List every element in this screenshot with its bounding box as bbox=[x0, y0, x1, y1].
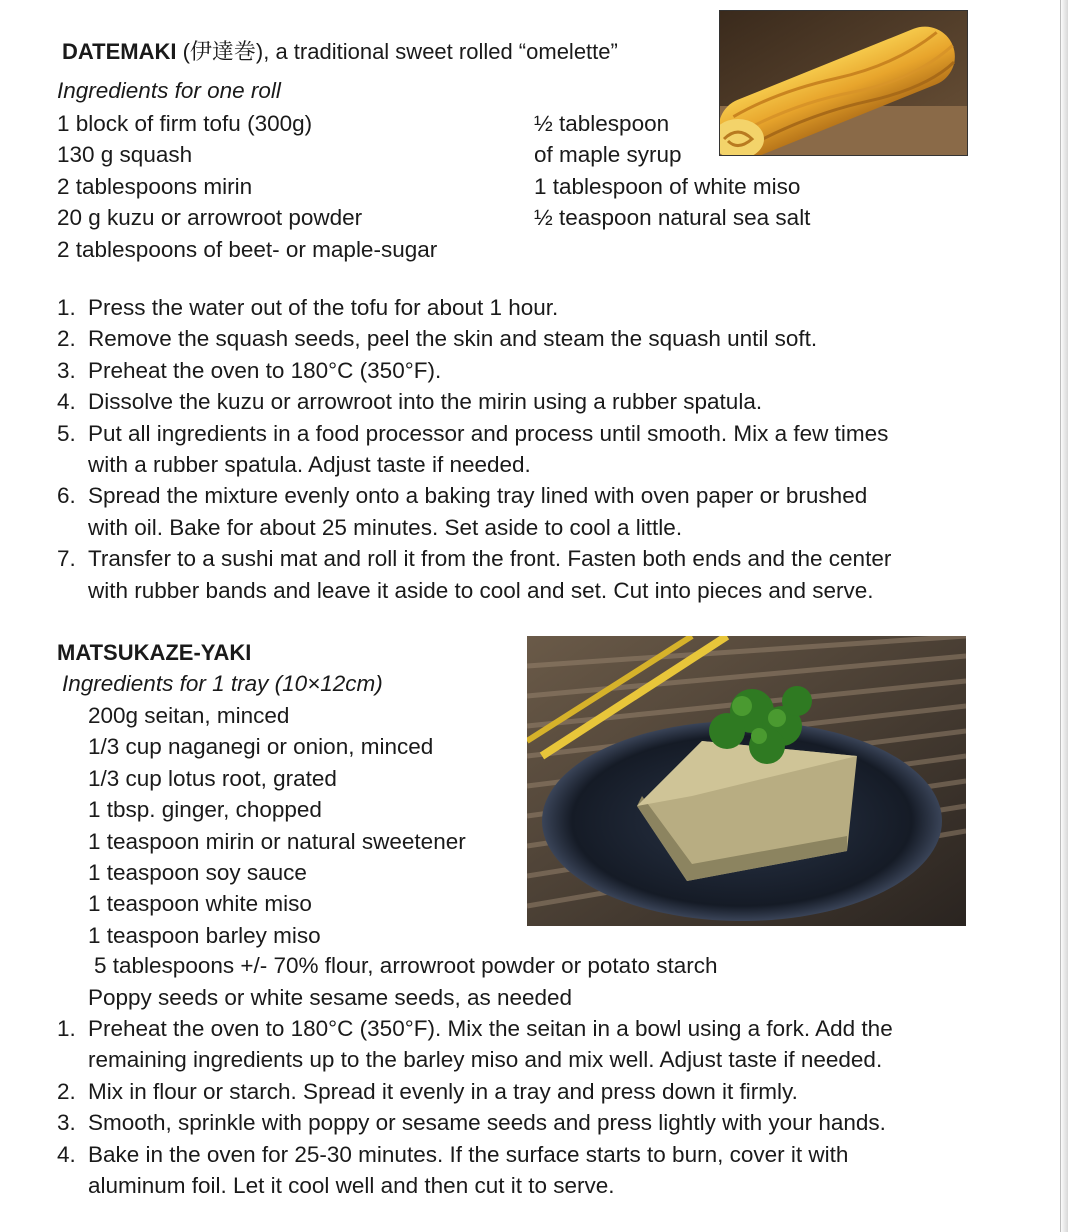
step-item bbox=[57, 1107, 893, 1138]
ingredient-item: 130 g squash bbox=[57, 142, 193, 168]
matsukaze-title-bold: MATSUKAZE-YAKI bbox=[57, 640, 252, 665]
step-text-line: Spread the mixture evenly onto a baking tray lined with oven paper or brushed bbox=[88, 483, 868, 509]
ingredient-item: ½ teaspoon natural sea salt bbox=[534, 205, 811, 231]
step-number: 3. bbox=[57, 1110, 76, 1136]
step-item bbox=[57, 1139, 893, 1202]
datemaki-title bbox=[62, 37, 618, 67]
datemaki-photo bbox=[719, 10, 968, 156]
step-text-line: Mix in flour or starch. Spread it evenly in a tray and press down it firmly. bbox=[88, 1078, 798, 1104]
matsukaze-ingredients bbox=[88, 700, 466, 951]
ingredient-item: 2 tablespoons mirin bbox=[57, 173, 253, 199]
datemaki-ingredients-heading: Ingredients for one roll bbox=[57, 78, 281, 103]
ingredient-item: 1 block of firm tofu (300g) bbox=[57, 111, 313, 136]
matsukaze-ingredient-flour: 5 tablespoons +/- 70% flour, arrowroot powder or potato starch bbox=[94, 953, 718, 978]
ingredient-item: 1 teaspoon soy sauce bbox=[88, 860, 307, 886]
matsukaze-ingredient-seeds: Poppy seeds or white sesame seeds, as needed bbox=[88, 985, 573, 1010]
page-edge-line bbox=[1060, 0, 1061, 1232]
step-number: 1. bbox=[57, 295, 76, 320]
matsukaze-photo bbox=[527, 636, 966, 926]
step-text-line: with a rubber spatula. Adjust taste if needed. bbox=[88, 452, 531, 478]
ingredient-item: 1 tablespoon of white miso bbox=[534, 173, 801, 199]
datemaki-ingredients-left bbox=[57, 108, 437, 265]
ingredient-item: 200g seitan, minced bbox=[88, 703, 290, 728]
ingredient-item: ½ tablespoon bbox=[534, 111, 670, 136]
step-number: 1. bbox=[57, 1016, 76, 1041]
step-text-line: Remove the squash seeds, peel the skin and steam the squash until soft. bbox=[88, 326, 818, 352]
page-edge-shadow bbox=[1060, 0, 1068, 1232]
ingredient-item: of maple syrup bbox=[534, 142, 682, 168]
ingredient-item: 1 teaspoon barley miso bbox=[88, 922, 321, 948]
step-number: 4. bbox=[57, 389, 76, 415]
matsukaze-steps bbox=[57, 1013, 893, 1201]
ingredient-item: 2 tablespoons of beet- or maple-sugar bbox=[57, 236, 438, 262]
step-item bbox=[57, 480, 891, 543]
step-text-line: Dissolve the kuzu or arrowroot into the mirin using a rubber spatula. bbox=[88, 389, 763, 415]
step-text-line: with oil. Bake for about 25 minutes. Set aside to cool a little. bbox=[88, 514, 683, 540]
step-number: 2. bbox=[57, 1078, 76, 1104]
step-number: 4. bbox=[57, 1141, 76, 1167]
ingredient-item: 1/3 cup naganegi or onion, minced bbox=[88, 734, 434, 760]
step-text-line: Preheat the oven to 180°C (350°F). Mix the seitan in a bowl using a fork. Add the bbox=[88, 1016, 893, 1041]
datemaki-title-rest: (伊達巻), a traditional sweet rolled “omelette” bbox=[176, 39, 618, 64]
step-item bbox=[57, 543, 891, 606]
step-item bbox=[57, 323, 891, 354]
matsukaze-title bbox=[57, 638, 251, 668]
step-number: 7. bbox=[57, 546, 76, 572]
ingredient-item: 1 tbsp. ginger, chopped bbox=[88, 797, 322, 823]
step-text-line: with rubber bands and leave it aside to cool and set. Cut into pieces and serve. bbox=[88, 577, 874, 603]
step-text-line: Preheat the oven to 180°C (350°F). bbox=[88, 357, 442, 383]
ingredient-item: 1/3 cup lotus root, grated bbox=[88, 765, 337, 791]
step-text-line: aluminum foil. Let it cool well and then cut it to serve. bbox=[88, 1173, 615, 1199]
step-item bbox=[57, 418, 891, 481]
step-text-line: Transfer to a sushi mat and roll it from the front. Fasten both ends and the center bbox=[88, 546, 892, 572]
step-text-line: remaining ingredients up to the barley miso and mix well. Adjust taste if needed. bbox=[88, 1047, 883, 1073]
step-number: 3. bbox=[57, 357, 76, 383]
datemaki-steps bbox=[57, 292, 891, 606]
step-item bbox=[57, 355, 891, 386]
ingredient-item: 1 teaspoon white miso bbox=[88, 891, 312, 917]
step-number: 2. bbox=[57, 326, 76, 352]
step-text-line: Bake in the oven for 25-30 minutes. If the surface starts to burn, cover it with bbox=[88, 1141, 849, 1167]
step-text-line: Press the water out of the tofu for about 1 hour. bbox=[88, 295, 559, 320]
matsukaze-ingredients-heading: Ingredients for 1 tray (10×12cm) bbox=[62, 671, 383, 696]
step-number: 5. bbox=[57, 420, 76, 446]
step-text-line: Smooth, sprinkle with poppy or sesame seeds and press lightly with your hands. bbox=[88, 1110, 886, 1136]
step-number: 6. bbox=[57, 483, 76, 509]
ingredient-item: 1 teaspoon mirin or natural sweetener bbox=[88, 828, 466, 854]
ingredient-item: 20 g kuzu or arrowroot powder bbox=[57, 205, 363, 231]
step-item bbox=[57, 1013, 893, 1076]
step-item bbox=[57, 292, 891, 323]
step-item bbox=[57, 386, 891, 417]
step-item bbox=[57, 1076, 893, 1107]
datemaki-title-bold: DATEMAKI bbox=[62, 39, 177, 64]
step-text-line: Put all ingredients in a food processor and process until smooth. Mix a few times bbox=[88, 420, 889, 446]
